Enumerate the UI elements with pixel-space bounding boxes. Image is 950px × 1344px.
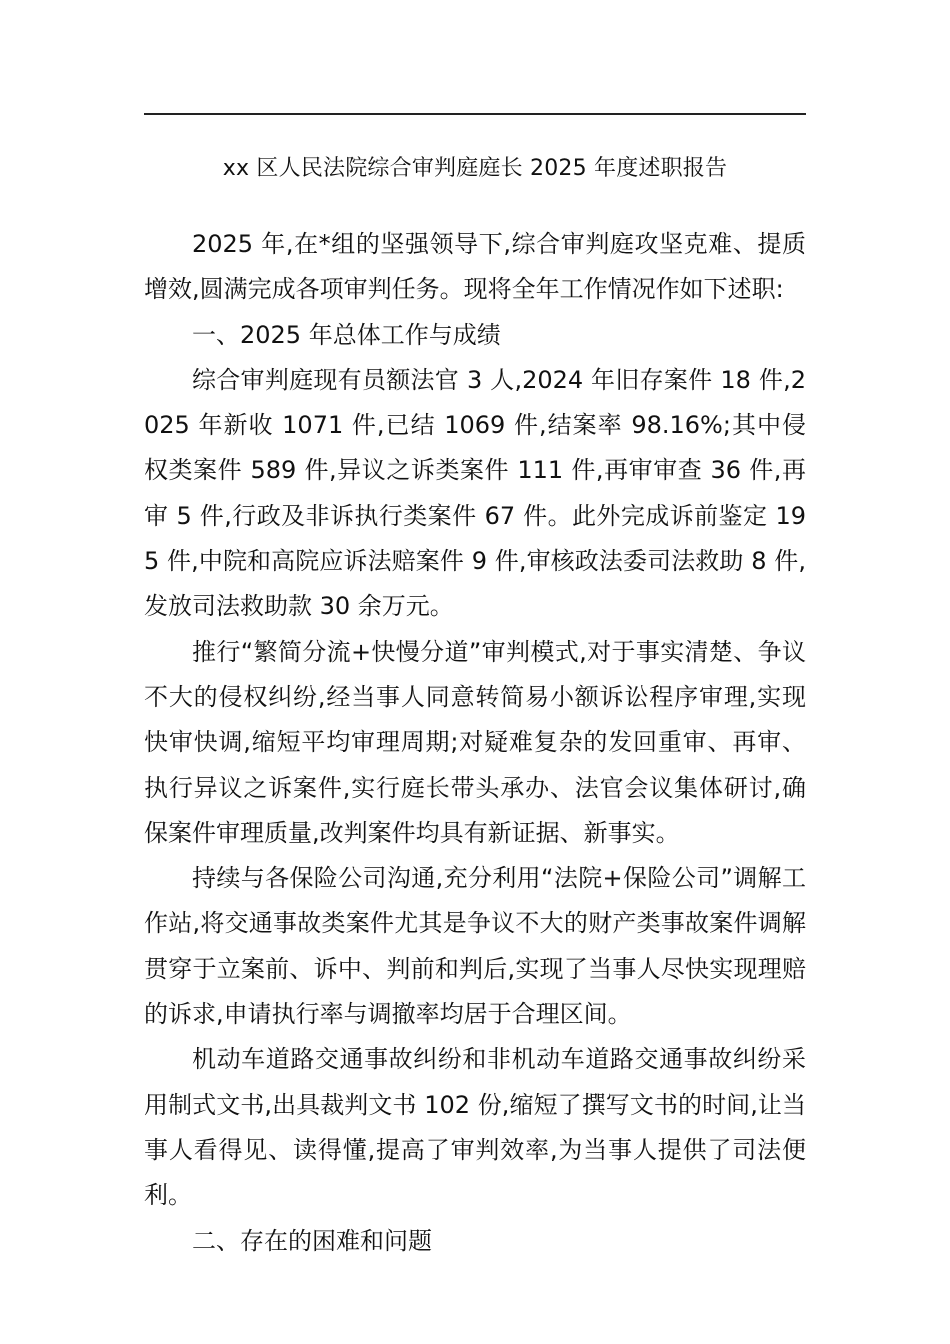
trial-mode-paragraph: 推行“繁简分流+快慢分道”审判模式,对于事实清楚、争议不大的侵权纠纷,经当事人同意转简易小额诉讼程序审理,实现快审快调,缩短平均审理周期;对疑难复杂的发回重审、再审、执行异议之诉案件,实行庭长带头承办、法官会议集体研讨,确保案件审理质量,改判案件均具有新证据、新事实。 [144, 637, 806, 847]
intro-paragraph: 2025 年,在*组的坚强领导下,综合审判庭攻坚克难、提质增效,圆满完成各项审判任务。现将全年工作情况作如下述职: [144, 230, 806, 304]
section-heading-1: 一、2025 年总体工作与成绩 [192, 320, 501, 349]
statistics-paragraph: 综合审判庭现有员额法官 3 人,2024 年旧存案件 18 件,2025 年新收 1071 件,已结 1069 件,结案率 98.16%;其中侵权类案件 589 件,异议之诉类案件 111 件,再审审查 36 件,再审 5 件,行政及非诉执行类案件 67 件。此外完成诉前鉴定 195 件,中院和高院应诉法赔案件 9 件,审核政法委司法救助 8 件,发放司法救助款 30 余万元。 [144, 365, 806, 621]
header-rule [144, 113, 806, 115]
document-title: xx 区人民法院综合审判庭庭长 2025 年度述职报告 [222, 156, 728, 181]
mediation-paragraph: 持续与各保险公司沟通,充分利用“法院+保险公司”调解工作站,将交通事故类案件尤其是争议不大的财产类事故案件调解贯穿于立案前、诉中、判前和判后,实现了当事人尽快实现理赔的诉求,申请执行率与调撤率均居于合理区间。 [144, 864, 806, 1029]
section-heading-2: 二、存在的困难和问题 [192, 1226, 432, 1255]
document-body [144, 222, 806, 1264]
standard-documents-paragraph: 机动车道路交通事故纠纷和非机动车道路交通事故纠纷采用制式文书,出具裁判文书 102 份,缩短了撰写文书的时间,让当事人看得见、读得懂,提高了审判效率,为当事人提供了司法便利。 [144, 1045, 806, 1210]
